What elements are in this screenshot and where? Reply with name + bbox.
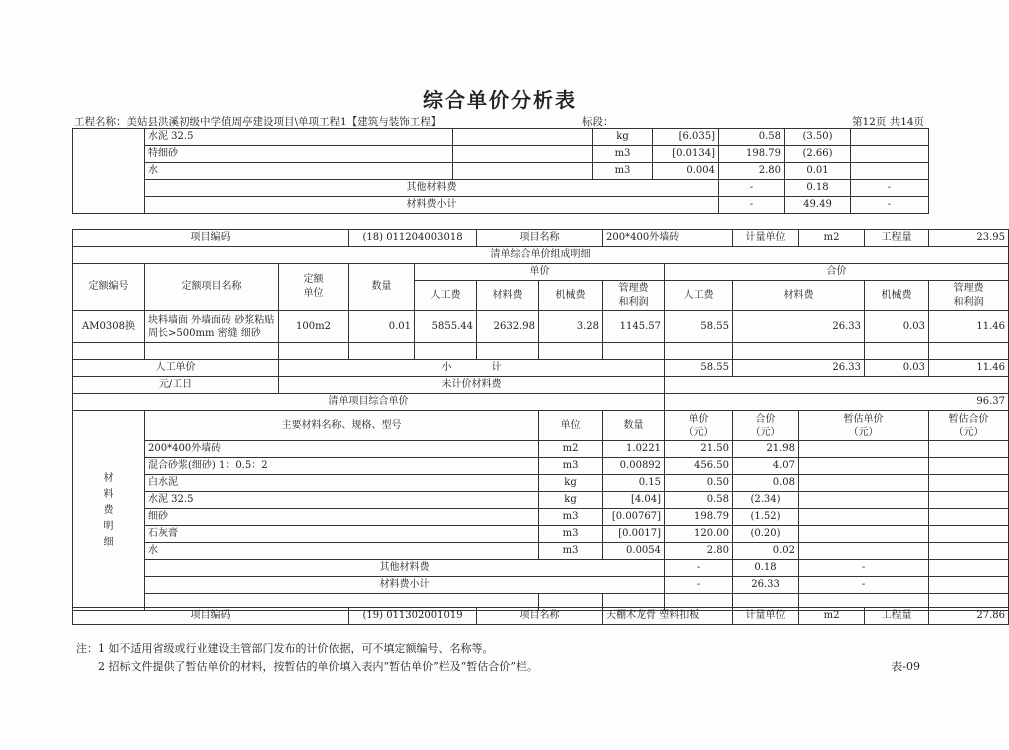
table-cell: - (851, 197, 929, 214)
table-cell: 0.03 (865, 360, 929, 377)
table-cell: 计量单位 (733, 230, 799, 247)
table-cell: 26.33 (733, 577, 799, 594)
table-cell: 23.95 (929, 230, 1009, 247)
table-cell: 120.00 (665, 526, 733, 543)
table-cell (453, 129, 593, 146)
note-2: 2 招标文件提供了暂估单价的材料，按暂估的单价填入表内“暂估单价”栏及“暂估合价”栏。 (76, 660, 538, 673)
table-cell: m3 (539, 458, 603, 475)
table-cell (279, 343, 349, 360)
table-cell: - (799, 577, 929, 594)
table-cell (799, 458, 929, 475)
table-cell: 清单项目综合单价 (73, 394, 665, 411)
table-cell (929, 343, 1009, 360)
table-cell: 工程量 (865, 608, 929, 625)
table-cell: 水 (145, 163, 453, 180)
table-cell (851, 146, 929, 163)
table-cell: 石灰膏 (145, 526, 539, 543)
table-cell: - (799, 560, 929, 577)
table-cell: m3 (539, 509, 603, 526)
material-row (73, 492, 1009, 509)
table-cell (349, 343, 415, 360)
table-cell: 0.01 (785, 163, 851, 180)
table-cell: 元/工日 (73, 377, 279, 394)
table-cell: 小 计 (279, 360, 665, 377)
table-row (73, 163, 929, 180)
table-cell: (2.34) (733, 492, 799, 509)
table-cell (799, 509, 929, 526)
table-cell: 2.80 (665, 543, 733, 560)
table-cell (145, 343, 279, 360)
table-cell (453, 146, 593, 163)
table-cell: 4.07 (733, 458, 799, 475)
table-row (73, 129, 929, 146)
project-name: 工程名称：美姑县洪溪初级中学值周亭建设项目\单项工程1【建筑与装饰工程】 (74, 116, 442, 128)
table-cell: 0.18 (733, 560, 799, 577)
table-cell (799, 526, 929, 543)
table-cell: 49.49 (785, 197, 851, 214)
table-cell: (19) 011302001019 (349, 608, 477, 625)
material-subtotal-row (73, 577, 1009, 594)
table-cell: 11.46 (929, 311, 1009, 343)
table-cell: 2.80 (719, 163, 785, 180)
material-row (73, 475, 1009, 492)
table-cell (851, 163, 929, 180)
table-cell: 水 (145, 543, 539, 560)
table-cell (929, 441, 1009, 458)
table-cell: 白水泥 (145, 475, 539, 492)
table-cell: 块料墙面 外墙面砖 砂浆粘贴周长>500mm 密缝 细砂 (145, 311, 279, 343)
table-cell: 机械费 (865, 281, 929, 311)
table-cell: 主要材料名称、规格、型号 (145, 411, 539, 441)
continuation-table (72, 128, 929, 214)
table-cell: 人工费 (415, 281, 477, 311)
table-cell: 26.33 (733, 311, 865, 343)
table-row (73, 264, 1009, 281)
table-cell: 数量 (603, 411, 665, 441)
composite-row (73, 394, 1009, 411)
table-cell: - (665, 560, 733, 577)
table-cell: (2.66) (785, 146, 851, 163)
table-cell: 0.0054 (603, 543, 665, 560)
table-cell: 单位 (539, 411, 603, 441)
table-cell (851, 129, 929, 146)
table-cell (799, 543, 929, 560)
table-cell: 1.0221 (603, 441, 665, 458)
table-cell: 200*400外墙砖 (145, 441, 539, 458)
table-cell: 0.50 (665, 475, 733, 492)
table-cell: 细砂 (145, 509, 539, 526)
table-cell: 项目编码 (73, 608, 349, 625)
subtotal-row (73, 360, 1009, 377)
table-cell: [6.035] (653, 129, 719, 146)
table-cell: 198.79 (719, 146, 785, 163)
table-cell: 456.50 (665, 458, 733, 475)
table-cell: 暂估合价 （元） (929, 411, 1009, 441)
table-cell: - (665, 577, 733, 594)
item-header-row (73, 608, 1009, 625)
table-cell: m3 (593, 163, 653, 180)
table-cell: - (719, 180, 785, 197)
table-cell (929, 560, 1009, 577)
table-cell: 0.18 (785, 180, 851, 197)
table-cell: 计量单位 (733, 608, 799, 625)
table-cell (929, 509, 1009, 526)
table-cell: m3 (539, 526, 603, 543)
table-cell: 其他材料费 (145, 560, 665, 577)
material-row (73, 526, 1009, 543)
table-cell: 26.33 (733, 360, 865, 377)
table-cell: 0.02 (733, 543, 799, 560)
table-cell: 0.004 (653, 163, 719, 180)
table-cell: m2 (539, 441, 603, 458)
material-row (73, 509, 1009, 526)
table-cell (929, 492, 1009, 509)
table-cell: 0.58 (719, 129, 785, 146)
form-number: 表-09 (891, 660, 920, 673)
table-cell: 合价 （元） (733, 411, 799, 441)
table-cell: 58.55 (665, 311, 733, 343)
quota-row (73, 311, 1009, 343)
table-cell (453, 163, 593, 180)
table-cell: (0.20) (733, 526, 799, 543)
table-row (73, 247, 1009, 264)
table-cell: kg (539, 475, 603, 492)
table-cell: 材料费小计 (145, 197, 719, 214)
material-row (73, 543, 1009, 560)
table-row (73, 411, 1009, 441)
table-cell: 工程量 (865, 230, 929, 247)
table-cell: 暂估单价 （元） (799, 411, 929, 441)
table-cell: 其他材料费 (145, 180, 719, 197)
table-cell: kg (593, 129, 653, 146)
table-cell: [0.0017] (603, 526, 665, 543)
table-cell: 单价 （元） (665, 411, 733, 441)
table-cell: - (719, 197, 785, 214)
table-cell: [0.0134] (653, 146, 719, 163)
table-cell: 水泥 32.5 (145, 129, 453, 146)
table-cell: 数量 (349, 264, 415, 311)
table-cell: 定额项目名称 (145, 264, 279, 311)
table-cell: - (851, 180, 929, 197)
table-cell (665, 343, 733, 360)
material-detail-label: 材 料 费 明 细 (73, 411, 145, 611)
table-cell: 项目编码 (73, 230, 349, 247)
footnotes (76, 640, 538, 676)
table-cell: 58.55 (665, 360, 733, 377)
table-cell: m3 (539, 543, 603, 560)
other-material-row (73, 180, 929, 197)
table-cell: AM0308换 (73, 311, 145, 343)
table-cell (73, 343, 145, 360)
table-cell: 198.79 (665, 509, 733, 526)
table-cell: 合价 (665, 264, 1009, 281)
table-cell (799, 441, 929, 458)
other-material-row (73, 560, 1009, 577)
table-cell: 0.15 (603, 475, 665, 492)
table-cell (477, 343, 539, 360)
table-cell: 未计价材料费 (279, 377, 665, 394)
table-cell: 1145.57 (603, 311, 665, 343)
table-cell (929, 543, 1009, 560)
table-cell: 96.37 (665, 394, 1009, 411)
table-cell: 人工费 (665, 281, 733, 311)
table-cell: 27.86 (929, 608, 1009, 625)
table-cell: 材料费小计 (145, 577, 665, 594)
table-cell (799, 475, 929, 492)
material-row (73, 458, 1009, 475)
table-cell: 0.58 (665, 492, 733, 509)
table-cell: 0.08 (733, 475, 799, 492)
material-subtotal-row (73, 197, 929, 214)
table-cell (799, 492, 929, 509)
item-header-row (73, 230, 1009, 247)
table-cell (865, 343, 929, 360)
table-cell: (3.50) (785, 129, 851, 146)
table-cell: 材料费 (477, 281, 539, 311)
table-cell: 定额 单位 (279, 264, 349, 311)
table-cell: 21.50 (665, 441, 733, 458)
table-cell: 管理费 和利润 (603, 281, 665, 311)
table-cell: 水泥 32.5 (145, 492, 539, 509)
table-cell: 项目名称 (477, 608, 603, 625)
page-number: 第12页 共14页 (852, 116, 925, 128)
breakdown-title: 清单综合单价组成明细 (73, 247, 1009, 264)
table-cell: 2632.98 (477, 311, 539, 343)
unpriced-row (73, 377, 1009, 394)
page-title: 综合单价分析表 (423, 88, 577, 112)
table-cell: 21.98 (733, 441, 799, 458)
table-cell: 100m2 (279, 311, 349, 343)
table-cell: 0.03 (865, 311, 929, 343)
table-cell: m3 (593, 146, 653, 163)
side-cell (73, 129, 145, 214)
section-label: 标段： (582, 116, 614, 128)
table-cell: 混合砂浆(细砂) 1：0.5：2 (145, 458, 539, 475)
table-row (73, 343, 1009, 360)
table-cell (539, 343, 603, 360)
table-cell: kg (539, 492, 603, 509)
table-cell: m2 (799, 230, 865, 247)
table-cell: 管理费 和利润 (929, 281, 1009, 311)
table-cell (665, 377, 1009, 394)
note-1: 注：1 如不适用省级或行业建设主管部门发布的计价依据，可不填定额编号、名称等。 (76, 642, 494, 655)
table-cell: 特细砂 (145, 146, 453, 163)
table-cell (603, 343, 665, 360)
table-cell: 单价 (415, 264, 665, 281)
table-cell: 11.46 (929, 360, 1009, 377)
table-cell (929, 458, 1009, 475)
table-cell: 200*400外墙砖 (603, 230, 733, 247)
table-cell: 人工单价 (73, 360, 279, 377)
analysis-table-item-18 (72, 229, 1009, 611)
table-cell: 天棚木龙骨 塑料扣板 (603, 608, 733, 625)
table-cell: 项目名称 (477, 230, 603, 247)
table-cell: [0.00767] (603, 509, 665, 526)
table-cell: 材料费 (733, 281, 865, 311)
table-cell: m2 (799, 608, 865, 625)
table-cell: 3.28 (539, 311, 603, 343)
table-cell: [4.04] (603, 492, 665, 509)
analysis-table-item-19 (72, 607, 1009, 625)
table-cell (415, 343, 477, 360)
table-cell: 5855.44 (415, 311, 477, 343)
table-cell (929, 577, 1009, 594)
table-row (73, 146, 929, 163)
table-cell: 0.00892 (603, 458, 665, 475)
table-cell (733, 343, 865, 360)
table-cell: 0.01 (349, 311, 415, 343)
table-cell: 定额编号 (73, 264, 145, 311)
table-cell: (18) 011204003018 (349, 230, 477, 247)
table-cell: (1.52) (733, 509, 799, 526)
table-cell (929, 475, 1009, 492)
material-row (73, 441, 1009, 458)
table-cell (929, 526, 1009, 543)
table-cell: 机械费 (539, 281, 603, 311)
